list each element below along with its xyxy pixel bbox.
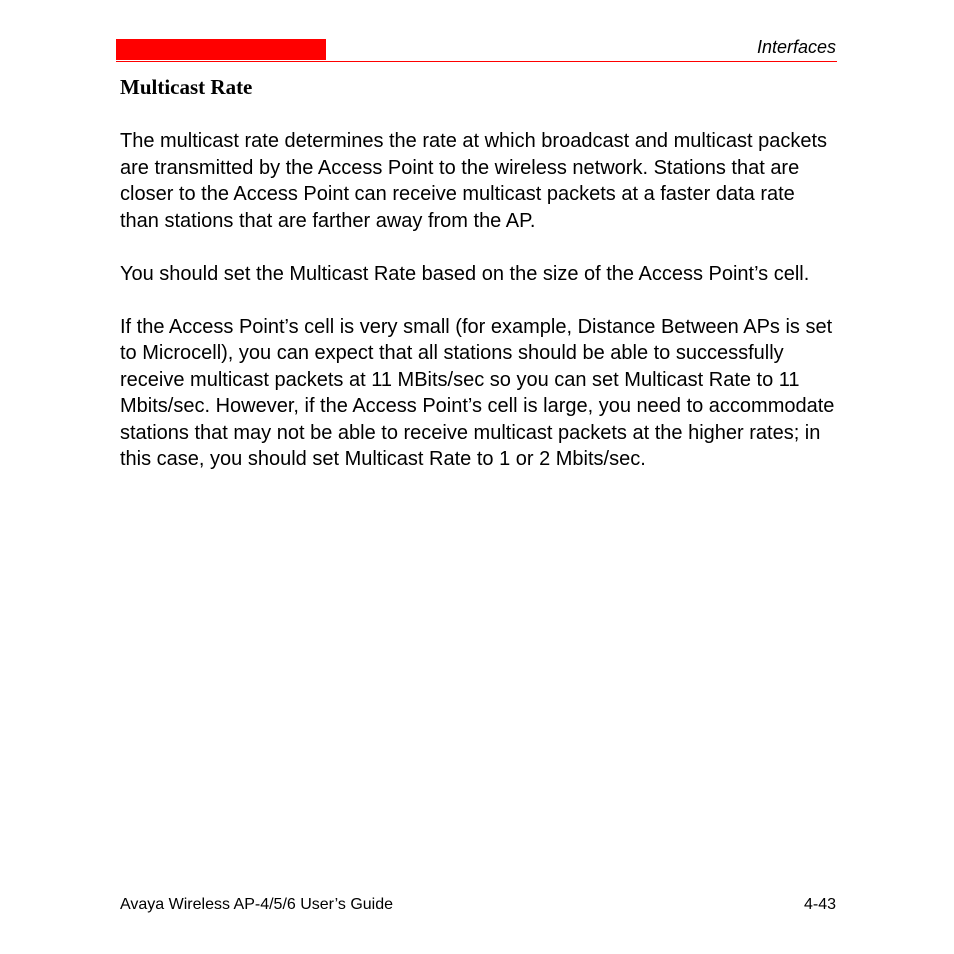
paragraph: The multicast rate determines the rate at which broadcast and multicast packets are transmitted by the Access Point to the wireless network. Stations that are closer to the Access Point can receive multicast packets at a faster data rate than stations that are farther away from the AP.: [120, 130, 828, 232]
header-accent-bar: [116, 39, 326, 60]
section-label: Interfaces: [756, 37, 836, 57]
body-text: [120, 128, 836, 499]
footer-page-number: 4-43: [803, 896, 836, 913]
section-heading: Multicast Rate: [120, 75, 253, 99]
paragraph: You should set the Multicast Rate based on the size of the Access Point’s cell.: [120, 262, 810, 285]
footer-document-title: Avaya Wireless AP-4/5/6 User’s Guide: [120, 896, 394, 913]
header-rule: [116, 61, 837, 62]
paragraph: If the Access Point’s cell is very small (for example, Distance Between APs is set to Microcell), you can expect that all stations should be able to successfully receive multicast packets at 11 MBits/sec so you can set Multicast Rate to 11 Mbits/sec. However, if the Access Point’s cell is large, you need to accommodate stations that may not be able to receive multicast packets at the higher rates; in this case, you should set Multicast Rate to 1 or 2 Mbits/sec.: [120, 315, 835, 470]
